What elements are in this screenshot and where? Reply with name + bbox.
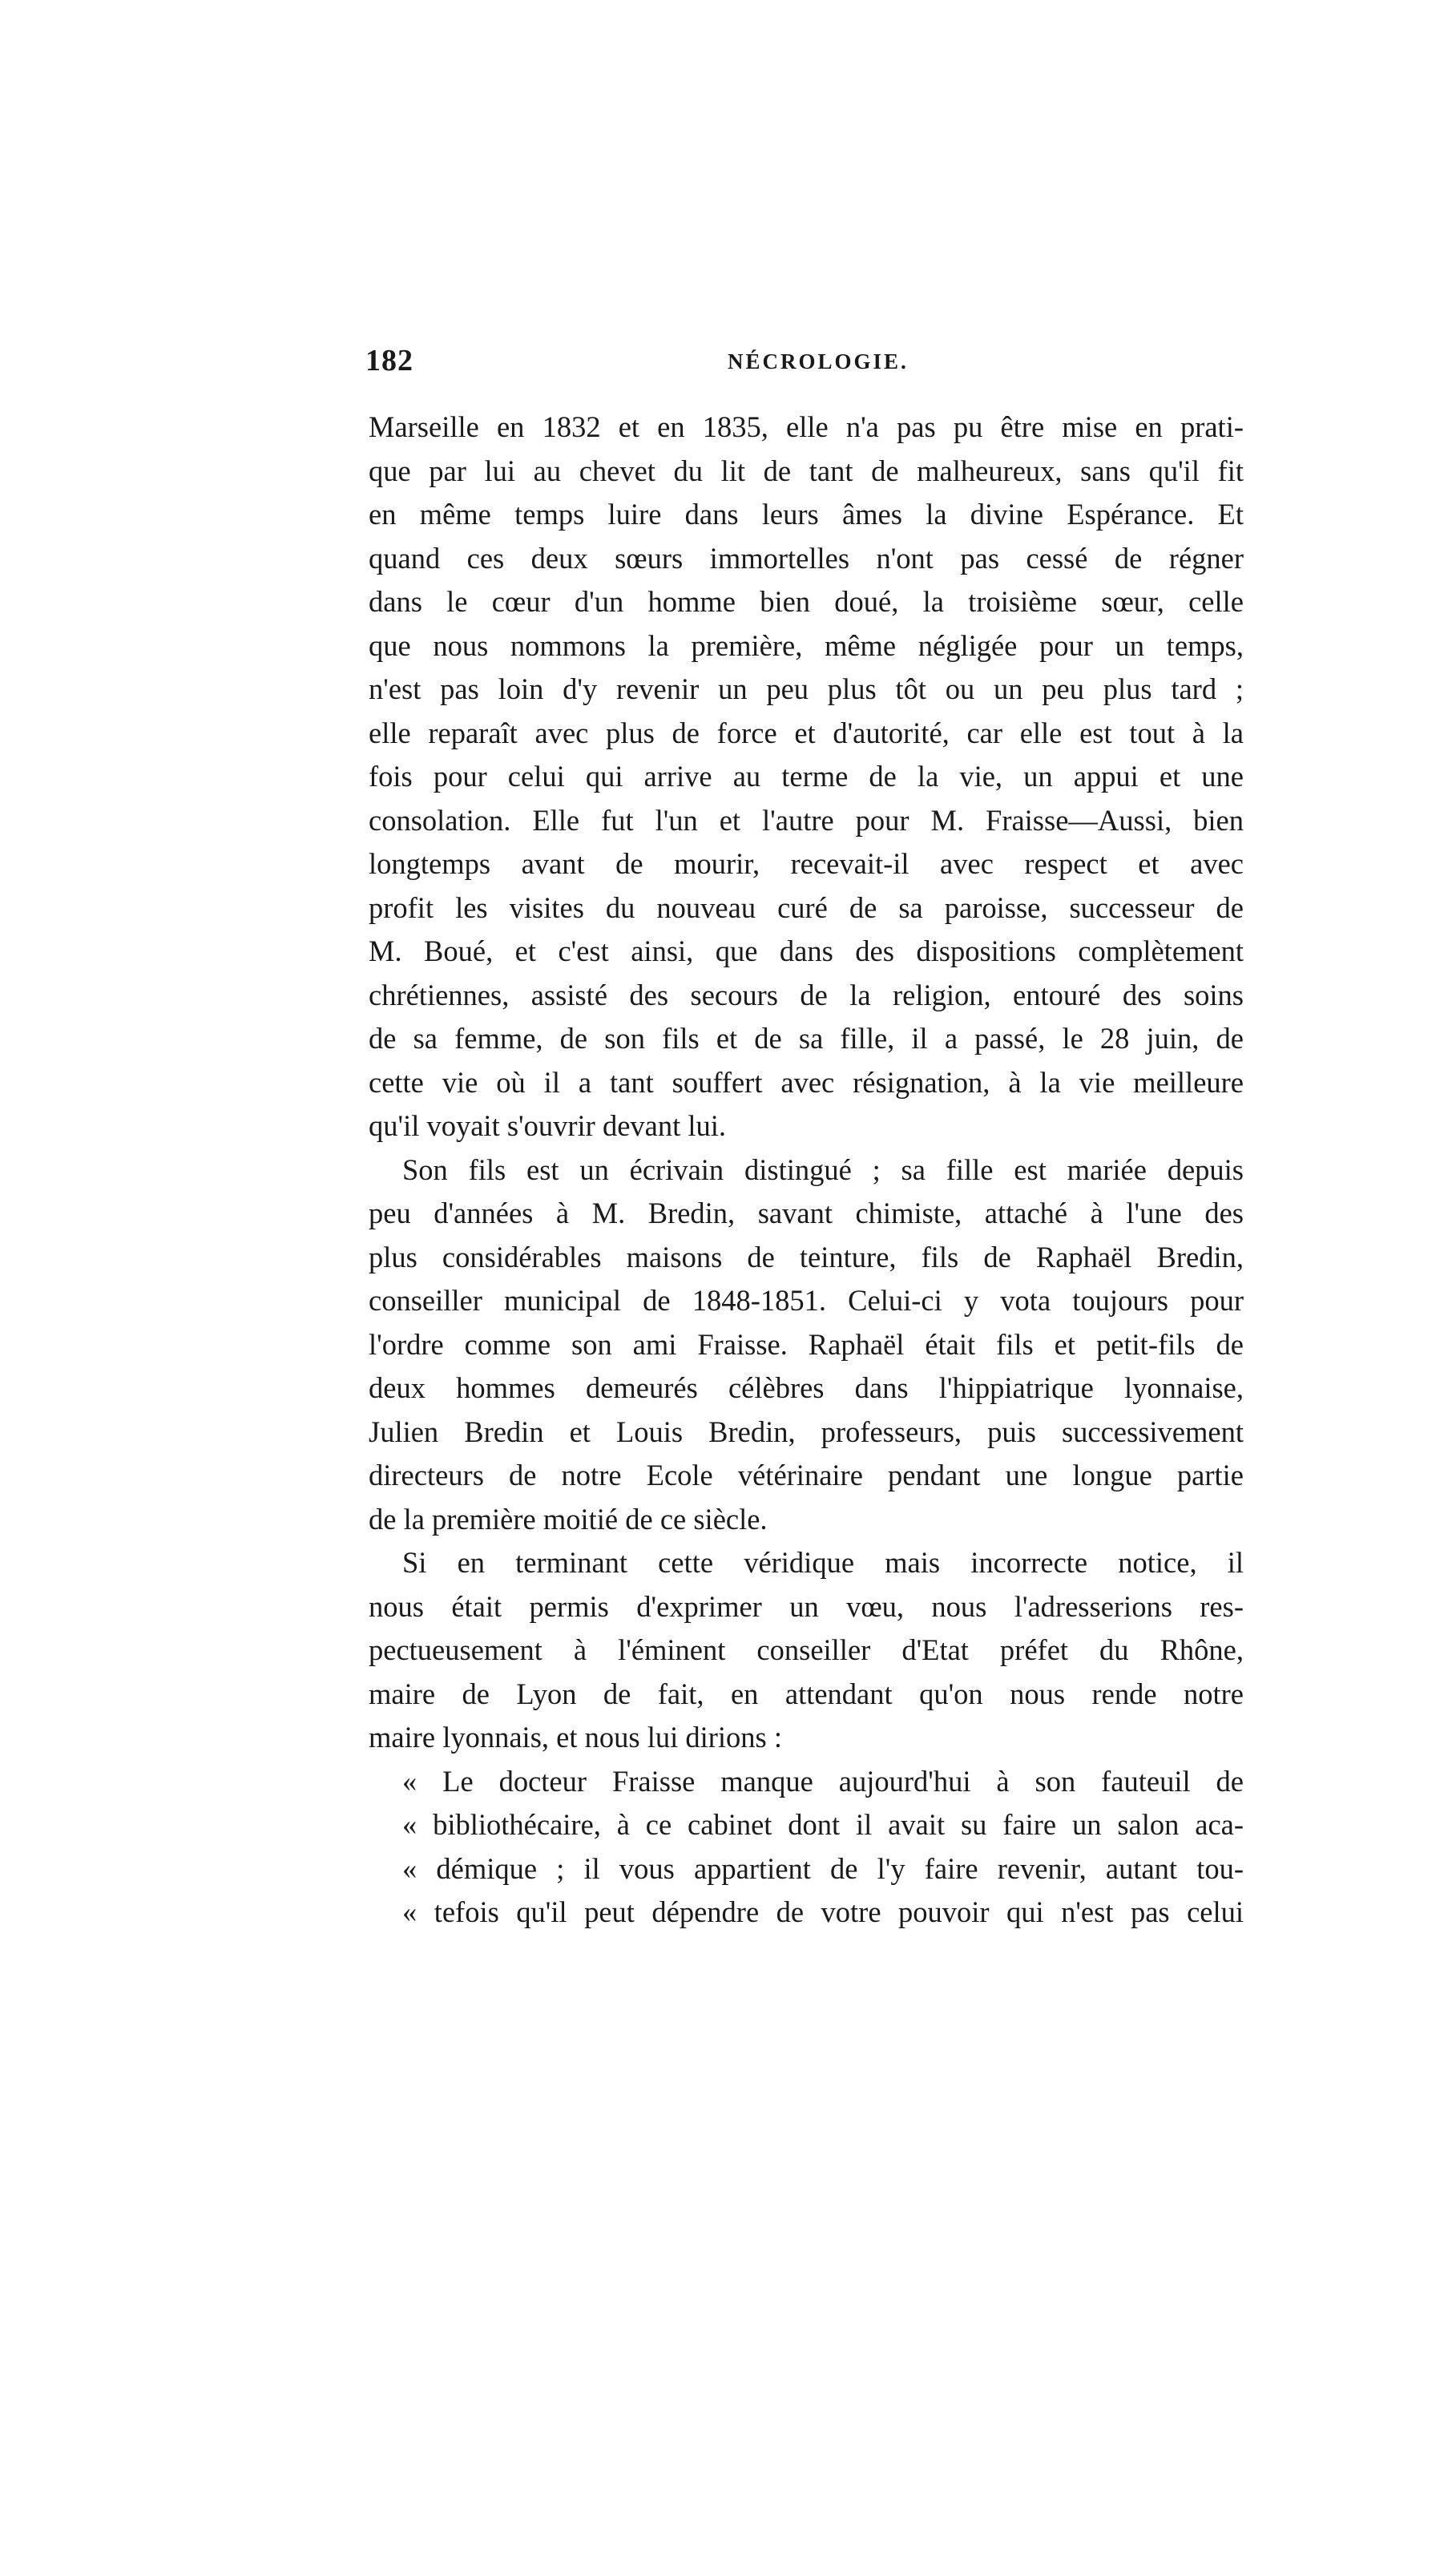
- text-line: en même temps luire dans leurs âmes la divine Espérance. Et: [369, 498, 1244, 531]
- text-line: qu'il voyait s'ouvrir devant lui.: [369, 1109, 727, 1142]
- text-line: consolation. Elle fut l'un et l'autre pour M. Fraisse—Aussi, bien: [369, 803, 1244, 837]
- text-line: Julien Bredin et Louis Bredin, professeurs, puis successivement: [369, 1415, 1244, 1448]
- body-text: [369, 406, 1244, 1935]
- text-line: Son fils est un écrivain distingué ; sa fille est mariée depuis: [402, 1152, 1244, 1186]
- text-line: M. Boué, et c'est ainsi, que dans des dispositions complètement: [369, 934, 1244, 967]
- text-line: maire de Lyon de fait, en attendant qu'on nous rende notre: [369, 1677, 1244, 1710]
- quote-line: « bibliothécaire, à ce cabinet dont il avait su faire un salon aca-: [402, 1808, 1244, 1841]
- quote-line: « démique ; il vous appartient de l'y faire revenir, autant tou-: [402, 1851, 1244, 1885]
- paragraph: [369, 1541, 1244, 1760]
- quote-line: « tefois qu'il peut dépendre de votre pouvoir qui n'est pas celui: [402, 1895, 1244, 1928]
- text-line: l'ordre comme son ami Fraisse. Raphaël était fils et petit-fils de: [369, 1327, 1244, 1361]
- text-line: Marseille en 1832 et en 1835, elle n'a pas pu être mise en prati-: [369, 410, 1244, 443]
- section-title: NÉCROLOGIE.: [728, 349, 909, 373]
- paragraph: [369, 1148, 1244, 1542]
- text-line: dans le cœur d'un homme bien doué, la troisième sœur, celle: [369, 585, 1244, 618]
- text-line: plus considérables maisons de teinture, fils de Raphaël Bredin,: [369, 1240, 1244, 1273]
- text-line: maire lyonnais, et nous lui dirions :: [369, 1721, 783, 1754]
- text-line: chrétiennes, assisté des secours de la religion, entouré des soins: [369, 978, 1244, 1011]
- text-line: que nous nommons la première, même négligée pour un temps,: [369, 628, 1244, 662]
- paragraph: [369, 406, 1244, 1148]
- text-line: de la première moitié de ce siècle.: [369, 1502, 768, 1536]
- text-line: deux hommes demeurés célèbres dans l'hippiatrique lyonnaise,: [369, 1371, 1244, 1404]
- text-line: pectueusement à l'éminent conseiller d'Etat préfet du Rhône,: [369, 1633, 1244, 1666]
- text-line: cette vie où il a tant souffert avec résignation, à la vie meilleure: [369, 1065, 1244, 1099]
- text-line: directeurs de notre Ecole vétérinaire pendant une longue partie: [369, 1459, 1244, 1491]
- text-line: longtemps avant de mourir, recevait-il avec respect et avec: [369, 847, 1244, 880]
- text-line: conseiller municipal de 1848-1851. Celui-ci y vota toujours pour: [369, 1284, 1244, 1317]
- quote-line: « Le docteur Fraisse manque aujourd'hui à son fauteuil de: [402, 1764, 1244, 1798]
- text-line: Si en terminant cette véridique mais incorrecte notice, il: [402, 1546, 1244, 1579]
- text-line: elle reparaît avec plus de force et d'autorité, car elle est tout à la: [369, 716, 1244, 749]
- text-line: fois pour celui qui arrive au terme de la vie, un appui et une: [369, 760, 1244, 793]
- text-line: de sa femme, de son fils et de sa fille, il a passé, le 28 juin, de: [369, 1022, 1244, 1055]
- text-line: que par lui au chevet du lit de tant de malheureux, sans qu'il fit: [369, 454, 1244, 487]
- page-number: 182: [365, 344, 413, 377]
- text-line: quand ces deux sœurs immortelles n'ont pas cessé de régner: [369, 541, 1244, 575]
- text-line: n'est pas loin d'y revenir un peu plus tôt ou un peu plus tard ;: [369, 672, 1244, 705]
- quotation: [369, 1760, 1244, 1935]
- text-line: peu d'années à M. Bredin, savant chimiste, attaché à l'une des: [369, 1197, 1244, 1229]
- text-line: nous était permis d'exprimer un vœu, nous l'adresserions res-: [369, 1589, 1244, 1623]
- text-line: profit les visites du nouveau curé de sa paroisse, successeur de: [369, 890, 1244, 924]
- running-head: [359, 343, 1256, 391]
